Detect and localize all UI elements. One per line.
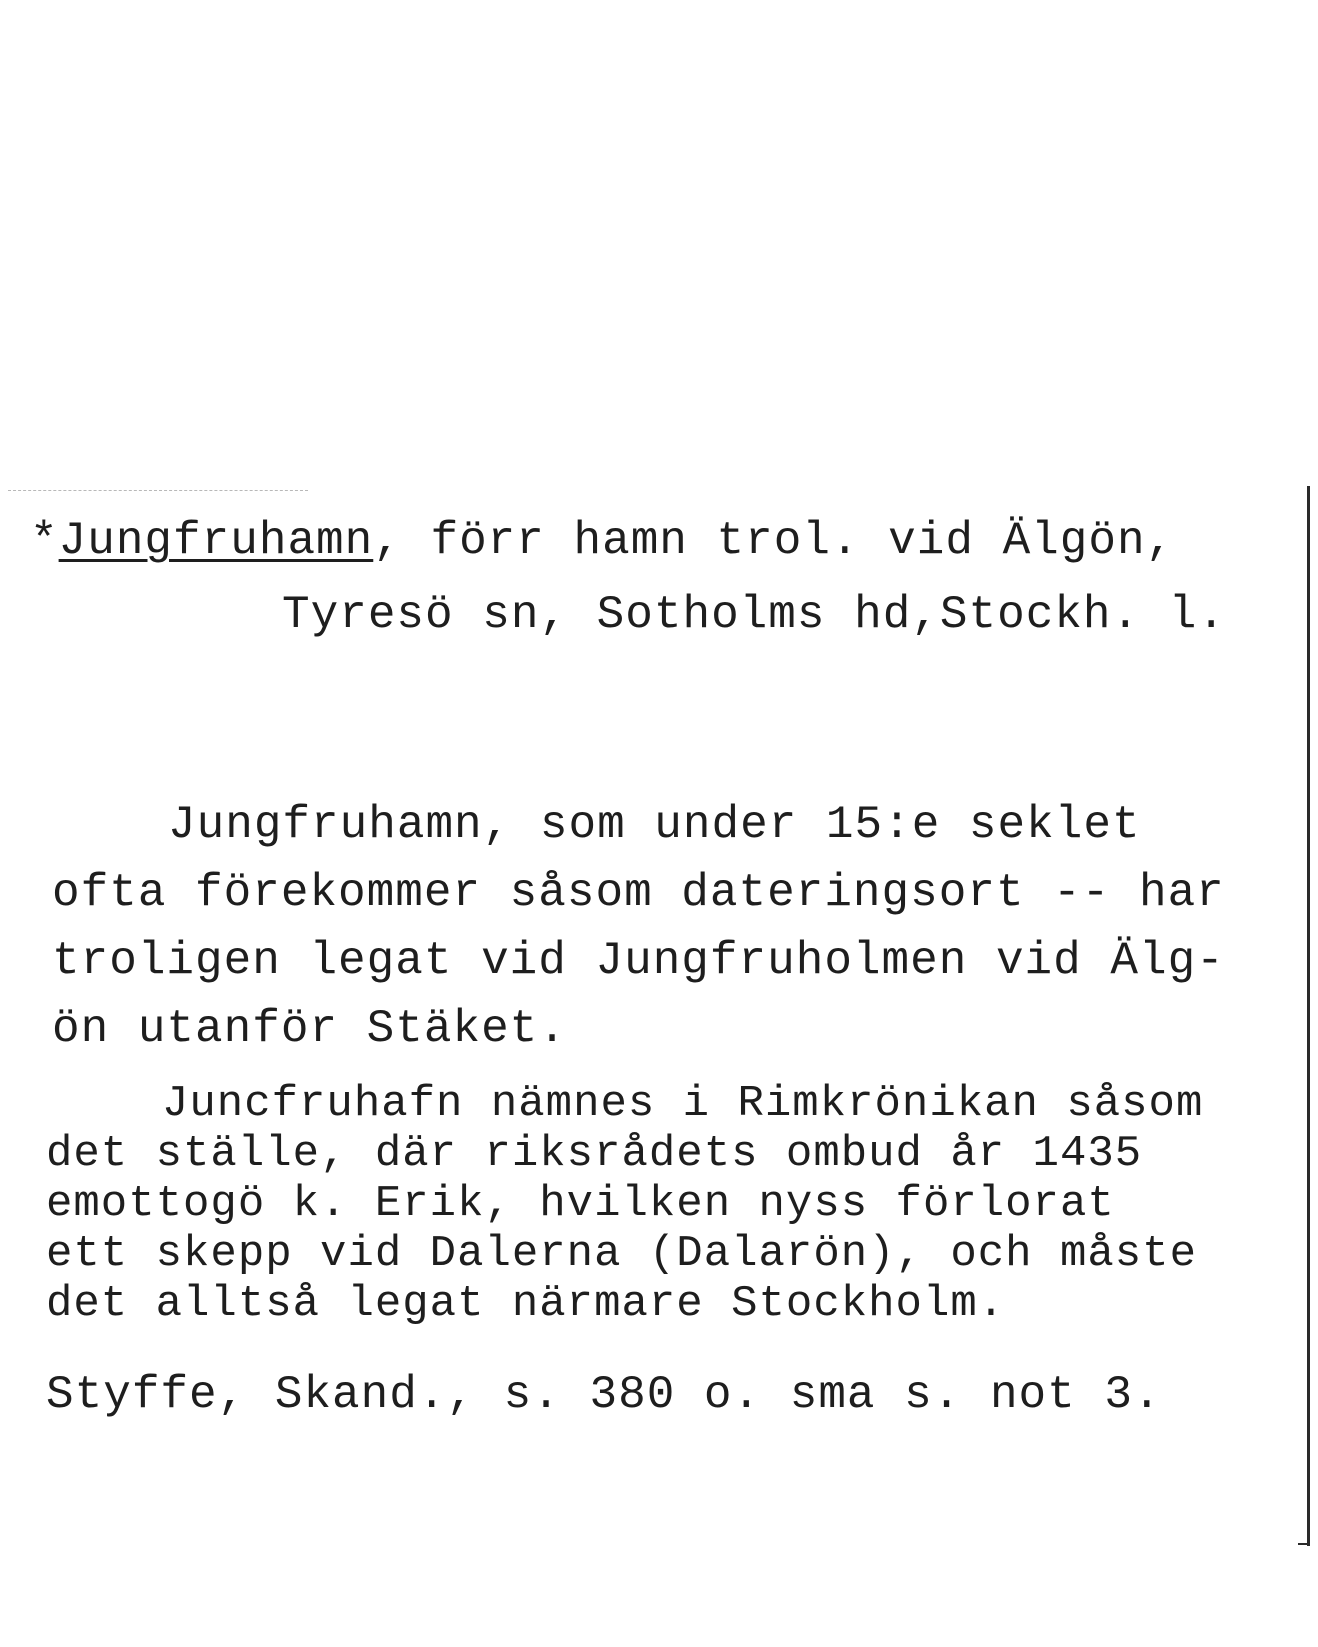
headword: Jungfruhamn — [58, 515, 374, 567]
paragraph-2-line-5: det alltså legat närmare Stockholm. — [46, 1279, 1006, 1329]
paragraph-2-line-3: emottogö k. Erik, hvilken nyss förlorat — [46, 1179, 1115, 1229]
card-bottom-corner — [1298, 1543, 1310, 1545]
paragraph-2-line-2: det ställe, där riksrådets ombud år 1435 — [46, 1129, 1143, 1179]
header-line-1 — [30, 515, 1175, 567]
paragraph-1-line-2: ofta förekommer såsom dateringsort -- har — [52, 867, 1225, 919]
card-top-dashed-edge — [8, 490, 308, 491]
paragraph-1-line-1: Jungfruhamn, som under 15:e seklet — [168, 799, 1141, 851]
paragraph-1-line-4: ön utanför Stäket. — [52, 1003, 567, 1055]
asterisk-marker: * — [30, 515, 59, 567]
card-right-border — [1307, 486, 1310, 1546]
header-line-1-rest: , förr hamn trol. vid Älgön, — [373, 515, 1175, 567]
paragraph-1-line-3: troligen legat vid Jungfruholmen vid Älg- — [52, 935, 1225, 987]
header-line-2: Tyresö sn, Sotholms hd,Stockh. l. — [282, 589, 1226, 641]
source-reference: Styffe, Skand., s. 380 o. sma s. not 3. — [46, 1369, 1162, 1421]
paragraph-2-line-4: ett skepp vid Dalerna (Dalarön), och måste — [46, 1229, 1197, 1279]
paragraph-2-line-1: Juncfruhafn nämnes i Rimkrönikan såsom — [162, 1079, 1204, 1129]
